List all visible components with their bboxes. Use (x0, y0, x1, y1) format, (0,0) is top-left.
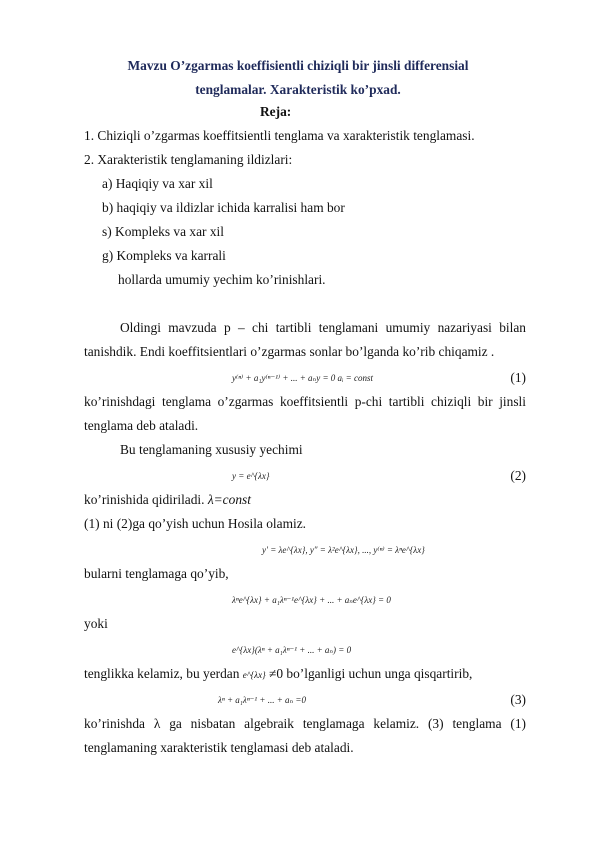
plan-item-2: 2. Xarakteristik tenglamaning ildizlari: (84, 152, 293, 167)
paragraph-4-text: ko’rinishida qidiriladi. (84, 492, 208, 507)
plan-item-1: 1. Chiziqli o’zgarmas koeffitsientli tenglama va xarakteristik tenglamasi. (84, 128, 475, 143)
paragraph-8-text-a: tenglikka kelamiz, bu yerdan (84, 666, 243, 681)
paragraph-8-exp: e^{λx} (242, 670, 266, 680)
paragraph-8 (84, 666, 472, 683)
equation-3-number: (3) (510, 692, 526, 707)
equation-substituted: λⁿe^{λx} + a₁λⁿ⁻¹e^{λx} + ... + aₙe^{λx} = 0 (232, 595, 391, 605)
lambda-const: λ=const (207, 492, 251, 507)
paragraph-6: bularni tenglamaga qo’yib, (84, 566, 229, 581)
paragraph-3: Bu tenglamaning xususiy yechimi (120, 442, 303, 457)
equation-derivatives: y′ = λe^{λx}, y″ = λ²e^{λx}, ..., y⁽ⁿ⁾ = λⁿe^{λx} (262, 545, 425, 555)
paragraph-2-line-1: ko’rinishdagi tenglama o’zgarmas koeffitsientli p-chi tartibli chiziqli bir jinsli (84, 394, 526, 409)
title-line-2: tenglamalar. Xarakteristik ko’pxad. (195, 82, 401, 97)
equation-factored: e^{λx}(λⁿ + a₁λⁿ⁻¹ + ... + aₙ) = 0 (232, 645, 352, 655)
paragraph-7: yoki (84, 616, 108, 631)
paragraph-5: (1) ni (2)ga qo’yish uchun Hosila olamiz. (84, 516, 307, 531)
equation-3: λⁿ + a₁λⁿ⁻¹ + ... + aₙ =0 (218, 695, 306, 705)
sub-item-s: s) Kompleks va xar xil (102, 224, 224, 239)
sub-item-g: g) Kompleks va karrali (102, 248, 226, 263)
equation-2-number: (2) (510, 468, 526, 483)
title-line-1: Mavzu O’zgarmas koeffisientli chiziqli bir jinsli differensial (127, 58, 469, 73)
paragraph-2-line-2: tenglama deb ataladi. (84, 418, 199, 433)
plan-heading: Reja: (260, 104, 292, 119)
equation-1-number: (1) (510, 370, 526, 385)
paragraph-1-line-1: Oldingi mavzuda p – chi tartibli tenglamani umumiy nazariyasi bilan (120, 320, 526, 335)
sub-item-b: b) haqiqiy va ildizlar ichida karralisi ham bor (102, 200, 345, 215)
sub-item-a: a) Haqiqiy va xar xil (102, 176, 213, 191)
paragraph-9-line-1: ko’rinishda λ ga nisbatan algebraik tenglamaga kelamiz. (3) tenglama (1) (84, 716, 526, 731)
paragraph-4 (84, 492, 251, 508)
paragraph-1-line-2: tanishdik. Endi koeffitsientlari o’zgarmas sonlar bo’lganda ko’rib chiqamiz . (84, 344, 495, 359)
equation-2: y = e^{λx} (232, 471, 270, 481)
paragraph-8-text-b: ≠0 bo’lganligi uchun unga qisqartirib, (265, 666, 473, 681)
sub-items-tail: hollarda umumiy yechim ko’rinishlari. (118, 272, 326, 287)
paragraph-9-line-2: tenglamaning xarakteristik tenglamasi deb ataladi. (84, 740, 354, 755)
equation-1: y⁽ⁿ⁾ + a₁y⁽ⁿ⁻¹⁾ + ... + aₙy = 0 aᵢ = const (232, 373, 374, 383)
